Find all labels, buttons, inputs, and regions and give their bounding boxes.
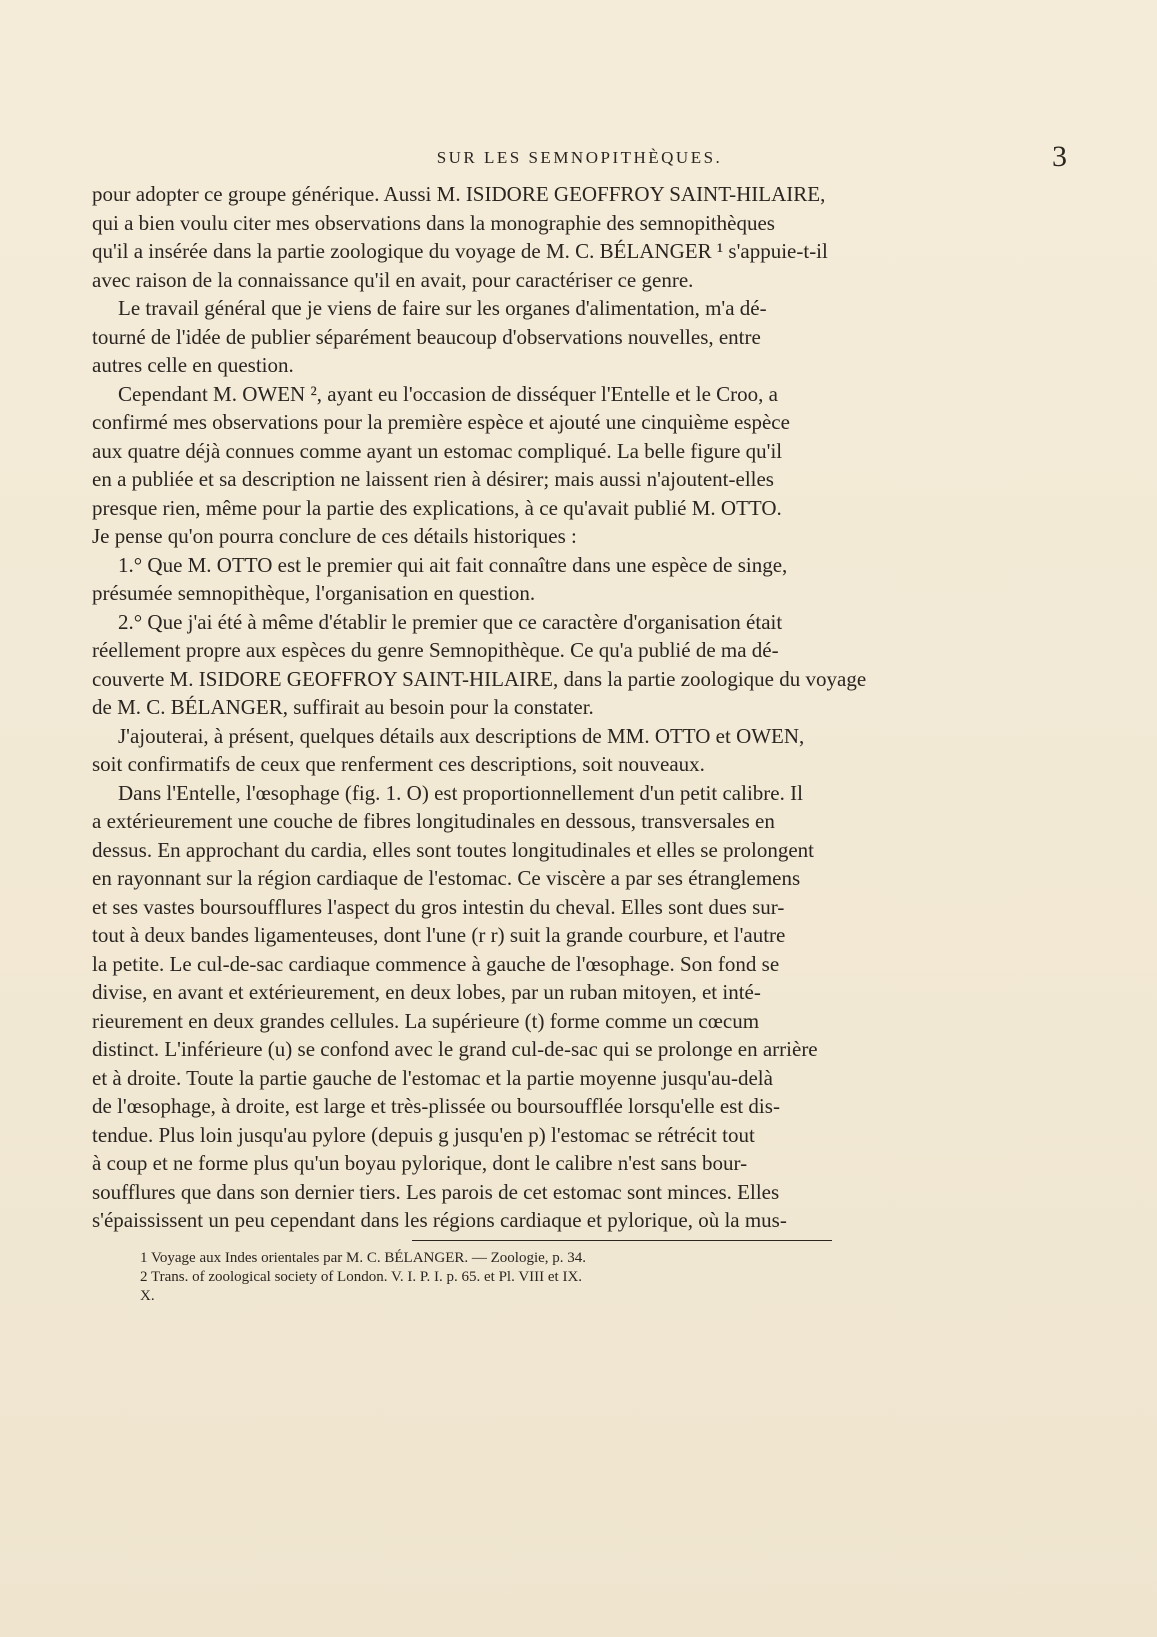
page-number: 3: [1052, 140, 1067, 173]
text-line: et ses vastes boursoufflures l'aspect du gros intestin du cheval. Elles sont dues sur-: [92, 894, 785, 919]
text-line: la petite. Le cul-de-sac cardiaque commence à gauche de l'œsophage. Son fond se: [92, 951, 780, 976]
text-line: rieurement en deux grandes cellules. La supérieure (t) forme comme un cœcum: [92, 1008, 760, 1033]
text-line: couverte M. ISIDORE GEOFFROY SAINT-HILAIRE, dans la partie zoologique du voyage: [92, 666, 867, 691]
page-header: [92, 140, 1067, 180]
text-line: tout à deux bandes ligamenteuses, dont l'une (r r) suit la grande courbure, et l'autre: [92, 923, 786, 947]
footnote-line: X.: [140, 1288, 155, 1304]
text-line: soit confirmatifs de ceux que renferment ces descriptions, soit nouveaux.: [92, 752, 705, 776]
footnote-list: [92, 1249, 1072, 1306]
footnote-rule: [412, 1240, 832, 1241]
text-line: confirmé mes observations pour la première espèce et ajouté une cinquième espèce: [92, 410, 790, 434]
text-line: qui a bien voulu citer mes observations dans la monographie des semnopithèques: [92, 210, 775, 235]
footnote-line: 2 Trans. of zoological society of London. V. I. P. I. p. 65. et Pl. VIII et IX.: [140, 1269, 583, 1285]
running-title: SUR LES SEMNOPITHÈQUES.: [436, 148, 723, 167]
text-line: J'ajouterai, à présent, quelques détails aux descriptions de MM. OTTO et OWEN,: [118, 723, 805, 748]
text-line: de M. C. BÉLANGER, suffirait au besoin pour la constater.: [92, 695, 594, 719]
text-line: en rayonnant sur la région cardiaque de l'estomac. Ce viscère a par ses étranglemens: [92, 866, 801, 890]
text-line: a extérieurement une couche de fibres longitudinales en dessous, transversales en: [92, 809, 775, 833]
text-line: présumée semnopithèque, l'organisation en question.: [92, 581, 536, 605]
text-line: pour adopter ce groupe générique. Aussi M. ISIDORE GEOFFROY SAINT-HILAIRE,: [92, 182, 826, 206]
footnote-line: 1 Voyage aux Indes orientales par M. C. BÉLANGER. — Zoologie, p. 34.: [140, 1250, 587, 1266]
text-line: réellement propre aux espèces du genre Semnopithèque. Ce qu'a publié de ma dé-: [92, 638, 779, 662]
text-line: Dans l'Entelle, l'œsophage (fig. 1. O) est proportionnellement d'un petit calibre. Il: [118, 780, 803, 805]
text-line: Cependant M. OWEN ², ayant eu l'occasion de disséquer l'Entelle et le Croo, a: [118, 381, 778, 406]
text-line: dessus. En approchant du cardia, elles sont toutes longitudinales et elles se prolongent: [92, 837, 814, 862]
text-line: Je pense qu'on pourra conclure de ces détails historiques :: [92, 524, 577, 548]
text-line: 1.° Que M. OTTO est le premier qui ait fait connaître dans une espèce de singe,: [118, 552, 788, 577]
text-line: distinct. L'inférieure (u) se confond avec le grand cul-de-sac qui se prolonge en arrière: [92, 1037, 818, 1061]
text-line: soufflures que dans son dernier tiers. Les parois de cet estomac sont minces. Elles: [92, 1179, 780, 1204]
text-line: qu'il a insérée dans la partie zoologique du voyage de M. C. BÉLANGER ¹ s'appuie-t-il: [92, 239, 828, 263]
text-line: tourné de l'idée de publier séparément beaucoup d'observations nouvelles, entre: [92, 324, 761, 349]
text-line: Le travail général que je viens de faire sur les organes d'alimentation, m'a dé-: [118, 296, 767, 320]
text-line: avec raison de la connaissance qu'il en avait, pour caractériser ce genre.: [92, 267, 694, 292]
text-line: aux quatre déjà connues comme ayant un estomac compliqué. La belle figure qu'il: [92, 438, 783, 463]
text-line: et à droite. Toute la partie gauche de l'estomac et la partie moyenne jusqu'au-delà: [92, 1065, 773, 1090]
text-line: autres celle en question.: [92, 353, 294, 377]
text-line: à coup et ne forme plus qu'un boyau pylorique, dont le calibre n'est sans bour-: [92, 1151, 748, 1175]
text-line: 2.° Que j'ai été à même d'établir le premier que ce caractère d'organisation était: [118, 609, 783, 634]
footnotes: [92, 1240, 1072, 1306]
text-line: de l'œsophage, à droite, est large et très-plissée ou boursoufflée lorsqu'elle est dis-: [92, 1094, 780, 1118]
text-line: tendue. Plus loin jusqu'au pylore (depuis g jusqu'en p) l'estomac se rétrécit tout: [92, 1122, 755, 1147]
text-line: divise, en avant et extérieurement, en deux lobes, par un ruban mitoyen, et inté-: [92, 980, 761, 1004]
body-text: [92, 180, 1072, 1235]
text-line: presque rien, même pour la partie des explications, à ce qu'avait publié M. OTTO.: [92, 495, 782, 520]
text-line: en a publiée et sa description ne laissent rien à désirer; mais aussi n'ajoutent-elles: [92, 467, 774, 491]
text-line: s'épaississent un peu cependant dans les régions cardiaque et pylorique, où la mus-: [92, 1208, 787, 1232]
